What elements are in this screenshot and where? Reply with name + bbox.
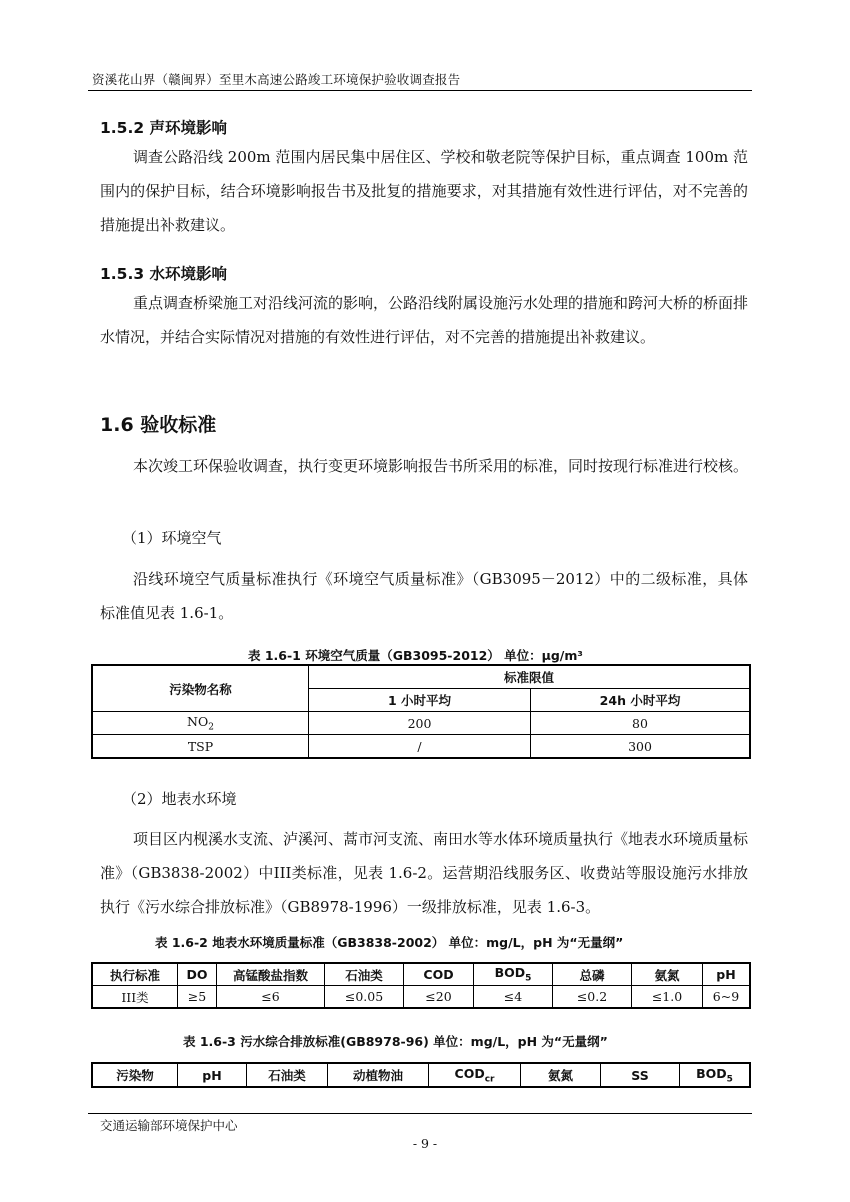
table-1-6-1-caption: 表 1.6-1 环境空气质量（GB3095-2012） 单位：μg/m³ (248, 648, 583, 663)
cell-ammonia: ≤1.0 (632, 986, 703, 1009)
value-24h-cell: 300 (531, 735, 751, 759)
page-number: - 9 - (412, 1136, 438, 1151)
cell-petroleum: ≤0.05 (325, 986, 404, 1009)
header-ph: pH (703, 963, 751, 986)
heading-1-5-3: 1.5.3 水环境影响 (100, 265, 228, 283)
header-petroleum: 石油类 (325, 963, 404, 986)
table-header-row (92, 1063, 750, 1087)
header-pollutant-name: 污染物名称 (92, 665, 309, 712)
header-cod: COD (404, 963, 474, 986)
header-ss: SS (601, 1063, 680, 1087)
header-bod: $BOD_5$ (474, 963, 553, 986)
cell-class: III类 (92, 986, 178, 1009)
pollutant-cell: $NO_2$ (92, 712, 309, 735)
value-1h-cell: / (309, 735, 531, 759)
table-row (92, 986, 750, 1009)
header-total-phosphorus: 总磷 (553, 963, 632, 986)
value-1h-cell: 200 (309, 712, 531, 735)
heading-1-5-2: 1.5.2 声环境影响 (100, 119, 228, 137)
pollutant-cell: TSP (92, 735, 309, 759)
surface-water-table (91, 962, 751, 1009)
paragraph-surface-water: 项目区内枧溪水支流、泸溪河、蒿市河支流、南田水等水体环境质量执行《地表水环境质量标准》（GB3838-2002）中III类标准，见表 1.6-2。运营期沿线服务区、收费站等服设施污水排放执行《污水综合排放标准》（GB8978-1996）一级排放标准，见表 1.6-3。 (100, 830, 749, 916)
header-bod5: $BOD_5$ (680, 1063, 751, 1087)
header-1h-average: 1 小时平均 (309, 689, 531, 712)
value-24h-cell: 80 (531, 712, 751, 735)
paragraph-air: 沿线环境空气质量标准执行《环境空气质量标准》（GB3095－2012）中的二级标准，具体标准值见表 1.6-1。 (100, 570, 748, 622)
header-cod-cr: $COD_{cr}$ (429, 1063, 521, 1087)
paragraph-noise: 调查公路沿线 200m 范围内居民集中居住区、学校和敬老院等保护目标，重点调查 100m 范围内的保护目标，结合环境影响报告书及批复的措施要求，对其措施有效性进行评估，对不完善的措施提出补救建议。 (100, 148, 748, 234)
cell-do: ≥5 (178, 986, 217, 1009)
paragraph-acceptance-standard: 本次竣工环保验收调查，执行变更环境影响报告书所采用的标准，同时按现行标准进行校核。 (133, 457, 749, 475)
heading-1-6: 1.6 验收标准 (100, 414, 217, 436)
table-1-6-2-caption: 表 1.6-2 地表水环境质量标准（GB3838-2002） 单位：mg/L，pH 为“无量纲” (155, 935, 624, 950)
header-animal-vegetable-oil: 动植物油 (328, 1063, 429, 1087)
cell-total-phosphorus: ≤0.2 (553, 986, 632, 1009)
table-1-6-3-caption: 表 1.6-3 污水综合排放标准(GB8978-96) 单位：mg/L，pH 为“无量纲” (183, 1034, 608, 1049)
table-row (92, 712, 750, 735)
subheading-air: （1）环境空气 (122, 529, 222, 547)
cell-ph: 6~9 (703, 986, 751, 1009)
cell-permanganate: ≤6 (217, 986, 325, 1009)
header-do: DO (178, 963, 217, 986)
header-24h-average: 24h 小时平均 (531, 689, 751, 712)
cell-bod: ≤4 (474, 986, 553, 1009)
header-standard: 执行标准 (92, 963, 178, 986)
running-header: 资溪花山界（赣闽界）至里木高速公路竣工环境保护验收调查报告 (92, 72, 461, 87)
header-petroleum: 石油类 (247, 1063, 328, 1087)
header-ammonia: 氨氮 (521, 1063, 601, 1087)
header-ph: pH (178, 1063, 247, 1087)
wastewater-table (91, 1062, 751, 1088)
paragraph-water-impact: 重点调查桥梁施工对沿线河流的影响，公路沿线附属设施污水处理的措施和跨河大桥的桥面排水情况，并结合实际情况对措施的有效性进行评估，对不完善的措施提出补救建议。 (100, 294, 749, 346)
table-header-row (92, 963, 750, 986)
subheading-surface-water: （2）地表水环境 (122, 790, 237, 808)
footer-rule (88, 1113, 752, 1114)
cell-cod: ≤20 (404, 986, 474, 1009)
footer-organization: 交通运输部环境保护中心 (100, 1118, 238, 1133)
header-ammonia: 氨氮 (632, 963, 703, 986)
header-rule (88, 90, 752, 91)
header-pollutant: 污染物 (92, 1063, 178, 1087)
header-standard-limit: 标准限值 (309, 665, 751, 689)
air-quality-table (91, 664, 751, 759)
header-permanganate: 高锰酸盐指数 (217, 963, 325, 986)
table-row (92, 735, 750, 759)
